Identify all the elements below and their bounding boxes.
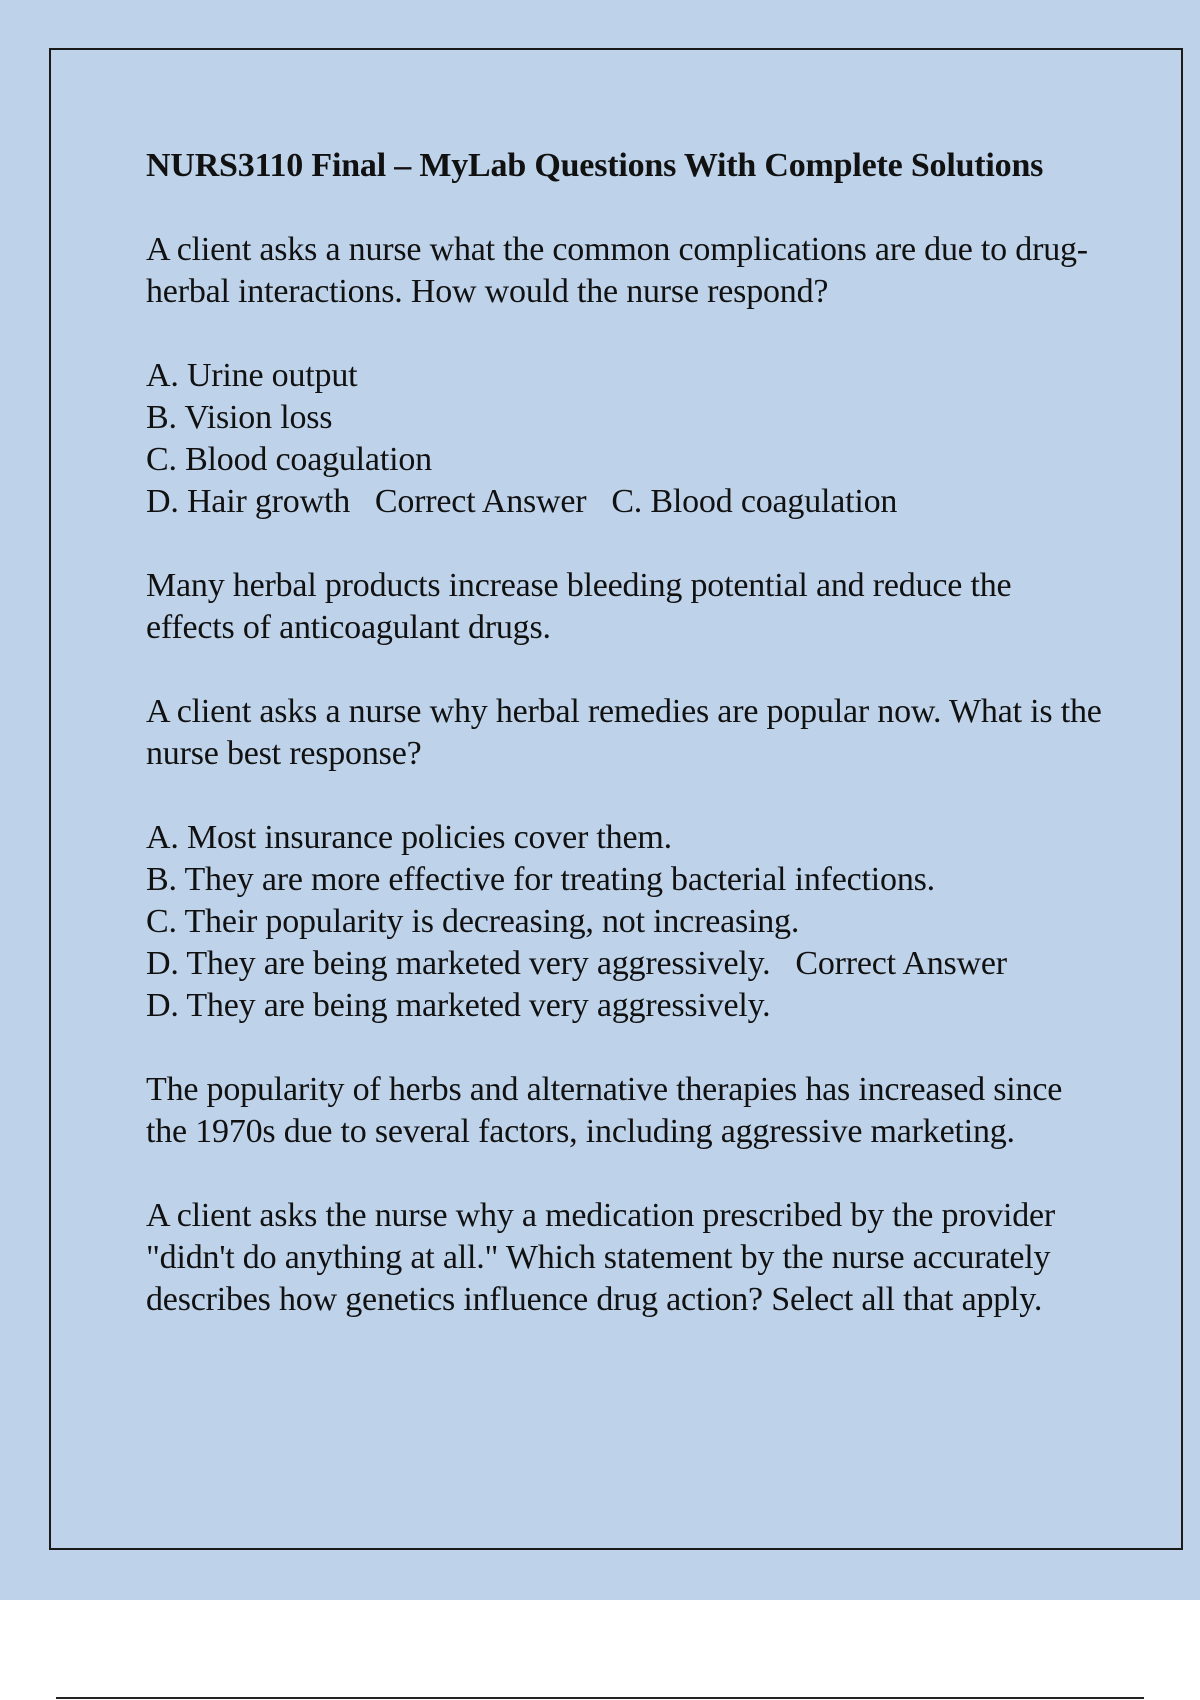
question-2-option-a: A. Most insurance policies cover them. [146, 819, 672, 856]
question-3-text: A client asks the nurse why a medication prescribed by the provider "didn't do anything at all." Which statement by the nurse accurately describes how genetics influence drug action? Select all that apply. [146, 1197, 1056, 1318]
question-2-answer: D. They are being marketed very aggressively. [146, 987, 771, 1024]
question-1-text: A client asks a nurse what the common complications are due to drug-herbal interactions. How would the nurse respond? [146, 231, 1088, 310]
footer-divider [56, 1697, 1144, 1699]
question-1-options [146, 355, 1106, 523]
question-2-rationale: The popularity of herbs and alternative therapies has increased since the 1970s due to several factors, including aggressive marketing. [146, 1071, 1063, 1150]
question-2-option-d-correct: D. They are being marketed very aggressively. Correct Answer [146, 945, 1007, 982]
question-2-option-b: B. They are more effective for treating bacterial infections. [146, 861, 935, 898]
document-title: NURS3110 Final – MyLab Questions With Complete Solutions [146, 147, 1044, 184]
question-2-options [146, 817, 1106, 1027]
question-2-option-c: C. Their popularity is decreasing, not increasing. [146, 903, 800, 940]
question-1-option-b: B. Vision loss [146, 399, 333, 436]
question-1-option-c: C. Blood coagulation [146, 441, 432, 478]
document-body [146, 145, 1106, 1363]
question-1-option-d-answer: D. Hair growth Correct Answer C. Blood coagulation [146, 483, 898, 520]
question-1-rationale: Many herbal products increase bleeding potential and reduce the effects of anticoagulant drugs. [146, 567, 1012, 646]
question-1-option-a: A. Urine output [146, 357, 358, 394]
question-2-text: A client asks a nurse why herbal remedies are popular now. What is the nurse best response? [146, 693, 1102, 772]
